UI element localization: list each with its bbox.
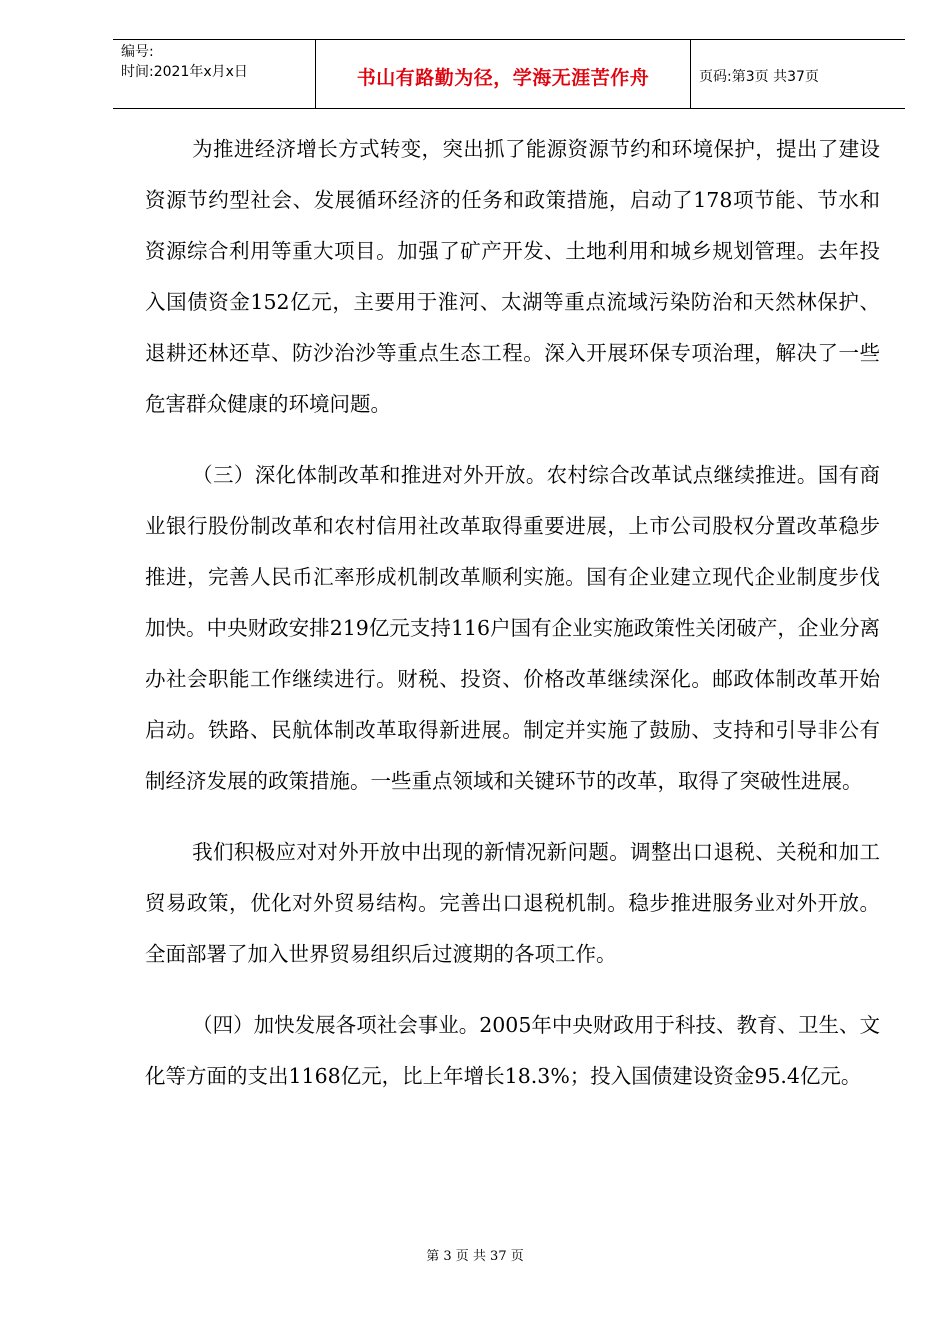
- header-page-cell: [691, 40, 905, 108]
- header-page-info: 页码:第3页 共37页: [699, 69, 819, 85]
- body-paragraph: （三）深化体制改革和推进对外开放。农村综合改革试点继续推进。国有商业银行股份制改革和农村信用社改革取得重要进展，上市公司股权分置改革稳步推进，完善人民币汇率形成机制改革顺利实施。国有企业建立现代企业制度步伐加快。中央财政安排219亿元支持116户国有企业实施政策性关闭破产，企业分离办社会职能工作继续进行。财税、投资、价格改革继续深化。邮政体制改革开始启动。铁路、民航体制改革取得新进展。制定并实施了鼓励、支持和引导非公有制经济发展的政策措施。一些重点领域和关键环节的改革，取得了突破性进展。: [145, 463, 880, 793]
- page-header: [113, 39, 905, 109]
- body-paragraph: 为推进经济增长方式转变，突出抓了能源资源节约和环境保护，提出了建设资源节约型社会、发展循环经济的任务和政策措施，启动了178项节能、节水和资源综合利用等重大项目。加强了矿产开发、土地利用和城乡规划管理。去年投入国债资金152亿元，主要用于淮河、太湖等重点流域污染防治和天然林保护、退耕还林还草、防沙治沙等重点生态工程。深入开展环保专项治理，解决了一些危害群众健康的环境问题。: [145, 137, 880, 416]
- document-date-label: 时间:2021年x月x日: [121, 64, 248, 80]
- document-number-label: 编号:: [121, 44, 154, 60]
- body-paragraph: 我们积极应对对外开放中出现的新情况新问题。调整出口退税、关税和加工贸易政策，优化对外贸易结构。完善出口退税机制。稳步推进服务业对外开放。全面部署了加入世界贸易组织后过渡期的各项工作。: [145, 840, 880, 966]
- header-meta-cell: [113, 40, 316, 108]
- header-motto-cell: [316, 40, 691, 108]
- header-motto: 书山有路勤为径，学海无涯苦作舟: [356, 67, 650, 89]
- document-body: [145, 124, 880, 1102]
- page-footer: 第 3 页 共 37 页: [426, 1249, 524, 1264]
- body-paragraph: （四）加快发展各项社会事业。2005年中央财政用于科技、教育、卫生、文化等方面的支出1168亿元，比上年增长18.3%；投入国债建设资金95.4亿元。: [145, 1013, 880, 1088]
